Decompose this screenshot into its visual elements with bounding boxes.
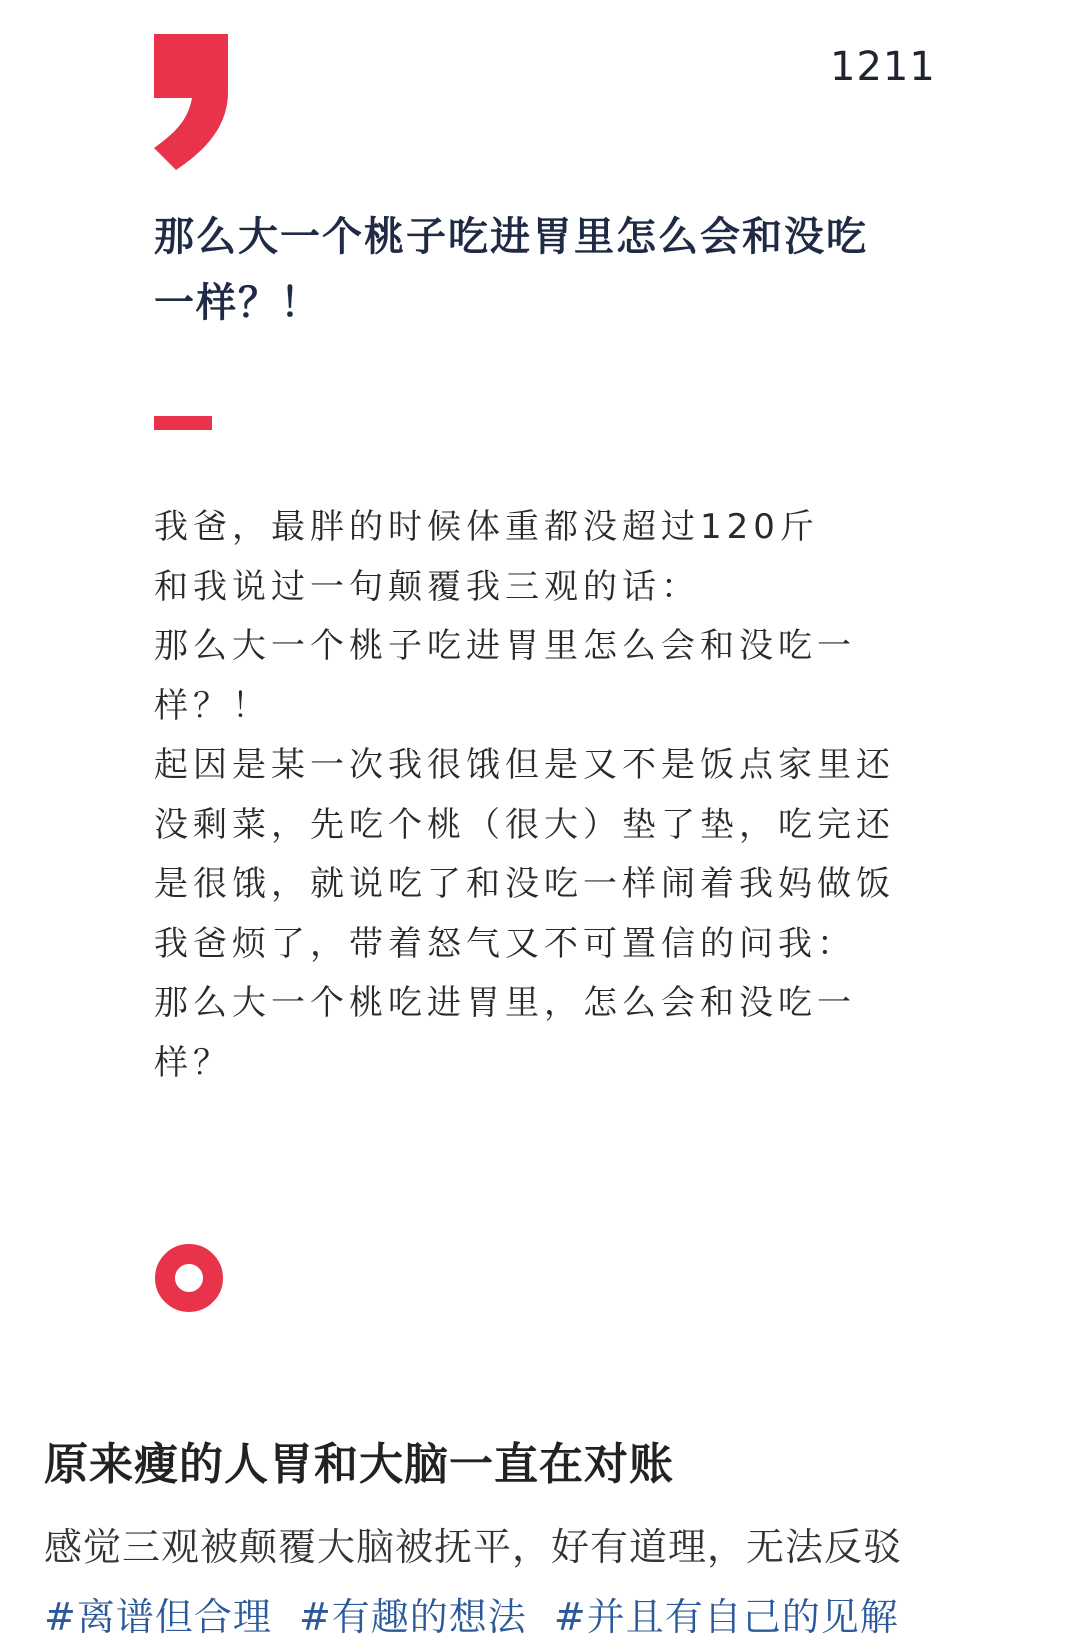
hashtag-link[interactable]: #离谱但合理 — [44, 1595, 272, 1639]
ring-shape — [165, 1254, 213, 1302]
caption-title: 原来瘦的人胃和大脑一直在对账 — [44, 1439, 674, 1490]
quote-mark-icon — [154, 34, 228, 170]
body-line: 我爸，最胖的时候体重都没超过120斤 — [154, 507, 819, 547]
hashtag-row — [44, 1586, 913, 1641]
post-title — [154, 204, 934, 336]
body-line: 那么大一个桃子吃进胃里怎么会和没吃一 — [154, 626, 856, 666]
hashtag-link[interactable]: #有趣的想法 — [298, 1595, 527, 1639]
body-line: 我爸烦了，带着怒气又不可置信的问我： — [154, 923, 856, 964]
body-line: 没剩菜，先吃个桃（很大）垫了垫，吃完还 — [154, 804, 895, 845]
body-line: 是很饿，就说吃了和没吃一样闹着我妈做饭 — [154, 864, 895, 904]
body-line: 那么大一个桃吃进胃里，怎么会和没吃一 — [154, 983, 856, 1023]
hashtag-link[interactable]: #并且有自己的见解 — [553, 1595, 899, 1639]
quote-mark-shape — [154, 34, 228, 170]
body-line: 样？！ — [154, 685, 271, 726]
body-line: 起因是某一次我很饿但是又不是饭点家里还 — [154, 745, 895, 785]
post-body — [154, 498, 934, 1093]
divider-bar — [154, 416, 212, 430]
caption-description: 感觉三观被颠覆大脑被抚平，好有道理，无法反驳 — [44, 1525, 903, 1569]
body-line: 和我说过一句颠覆我三观的话： — [154, 566, 700, 607]
page-number: 1211 — [830, 44, 936, 90]
post-title-line: 那么大一个桃子吃进胃里怎么会和没吃 — [154, 214, 868, 260]
post-title-line: 一样？！ — [154, 280, 322, 326]
body-line: 样？ — [154, 1042, 232, 1083]
ring-icon — [154, 1243, 224, 1313]
